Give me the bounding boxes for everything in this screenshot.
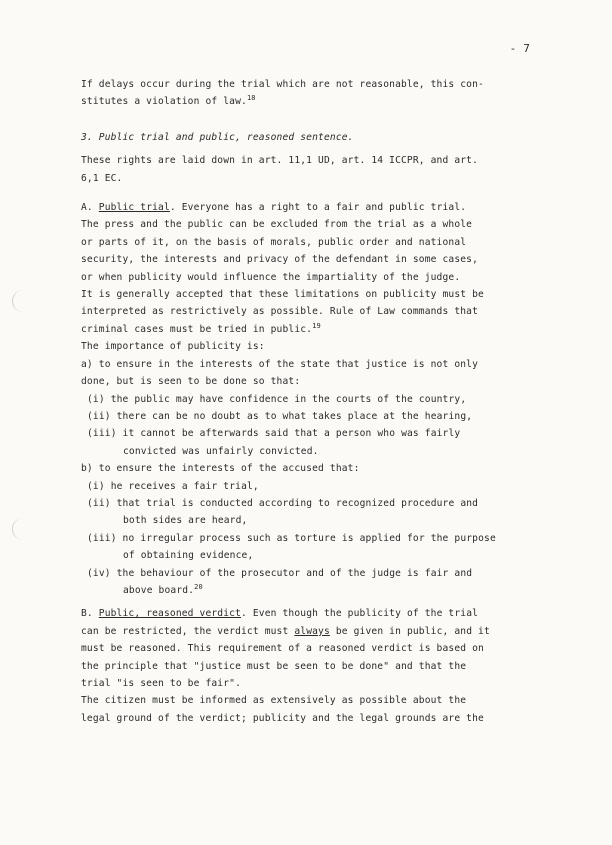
text-line: The press and the public can be excluded from the trial as a whole [81, 219, 473, 231]
text-line: criminal cases must be tried in public.$^{19}$ [81, 321, 321, 335]
text-line: or when publicity would influence the impartiality of the judge. [81, 271, 461, 283]
subsection-title: Public trial [98, 202, 170, 214]
list-item: (iii) it cannot be afterwards said that a person who was fairly [87, 428, 461, 440]
list-item: (ii) that trial is conducted according to recognized procedure and [87, 497, 479, 509]
list-item: (iv) the behaviour of the prosecutor and of the judge is fair and [87, 567, 473, 579]
text-line: above board.$^{20}$ [123, 582, 203, 596]
document-body [81, 76, 511, 727]
text-line: A. Public trial. Everyone has a right to a fair and public trial. [81, 202, 467, 214]
text-line: The citizen must be informed as extensively as possible about the [81, 695, 467, 707]
section-heading: 3. Public trial and public, reasoned sentence. [81, 131, 354, 143]
list-item: (i) he receives a fair trial, [87, 480, 259, 492]
text-line: can be restricted, the verdict must always be given in public, and it [81, 625, 490, 637]
list-item: (iii) no irregular process such as torture is applied for the purpose [87, 532, 496, 544]
text-line: both sides are heard, [123, 515, 248, 527]
text-line: These rights are laid down in art. 11,1 UD, art. 14 ICCPR, and art. [81, 155, 479, 167]
text-line: interpreted as restrictively as possible. Rule of Law commands that [81, 306, 479, 318]
emphasis: always [294, 625, 330, 637]
punch-hole-mark [12, 518, 23, 540]
text-line: of obtaining evidence, [123, 550, 254, 562]
footnote-ref: 19 [312, 321, 321, 330]
text-line: convicted was unfairly convicted. [123, 445, 319, 457]
text-line: The importance of publicity is: [81, 341, 265, 353]
text-line: It is generally accepted that these limitations on publicity must be [81, 289, 484, 301]
list-item: (ii) there can be no doubt as to what takes place at the hearing, [87, 410, 473, 422]
text-line: B. Public, reasoned verdict. Even though the publicity of the trial [81, 608, 479, 620]
text-line: or parts of it, on the basis of morals, public order and national [81, 236, 467, 248]
list-item: b) to ensure the interests of the accused that: [81, 463, 360, 475]
footnote-ref: 20 [194, 582, 203, 591]
text-line: legal ground of the verdict; publicity and the legal grounds are the [81, 712, 484, 724]
footnote-ref: 18 [246, 94, 256, 103]
text-line: stitutes a violation of law.$^{18}$ [81, 94, 256, 108]
subsection-title: Public, reasoned verdict [98, 608, 242, 620]
text-line: If delays occur during the trial which are not reasonable, this con- [81, 79, 484, 90]
text-line: security, the interests and privacy of the defendant in some cases, [81, 254, 479, 266]
text-line: 6,1 EC. [81, 172, 123, 184]
text-line: trial "is seen to be fair". [81, 678, 241, 689]
page-number: - 7 [509, 42, 530, 55]
punch-hole-mark [12, 290, 23, 312]
text-line: the principle that "justice must be seen to be done" and that the [81, 660, 467, 672]
text-line: done, but is seen to be done so that: [81, 376, 301, 388]
text-line: must be reasoned. This requirement of a reasoned verdict is based on [81, 643, 484, 655]
list-item: a) to ensure in the interests of the state that justice is not only [81, 358, 479, 370]
list-item: (i) the public may have confidence in the courts of the country, [87, 393, 467, 405]
